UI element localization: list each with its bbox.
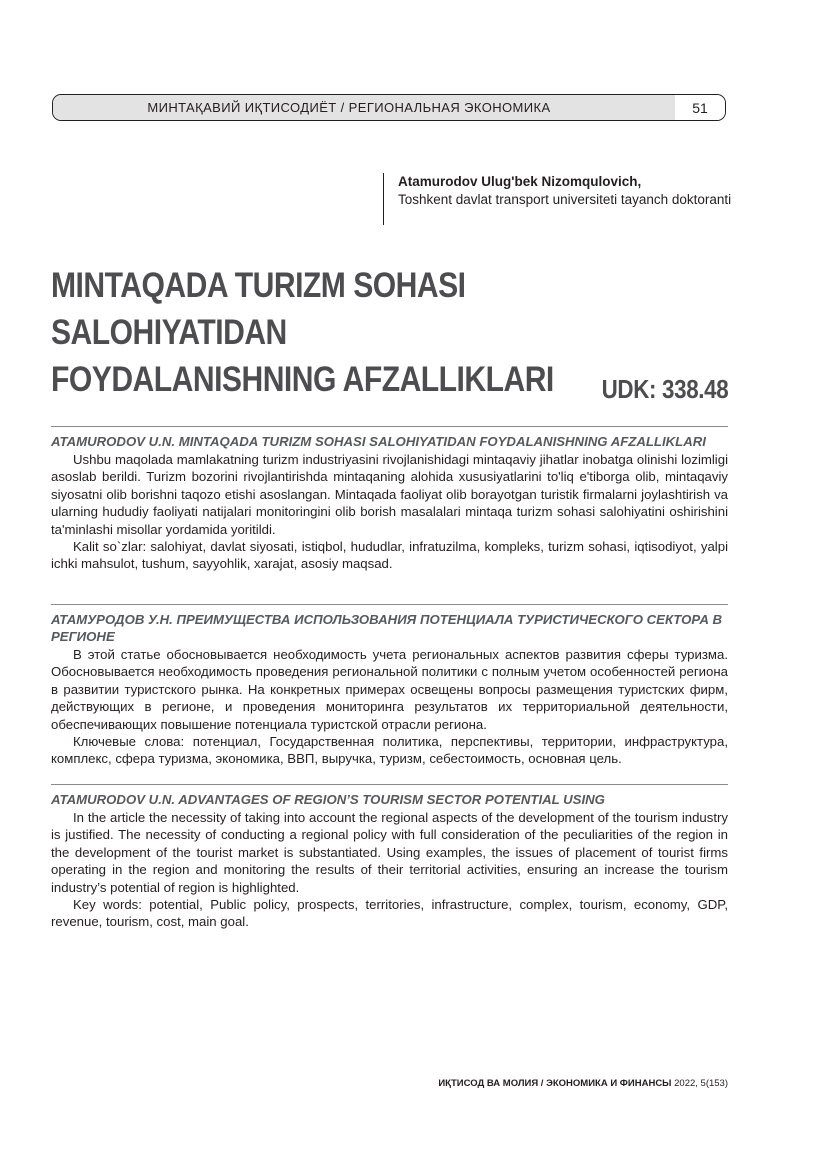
abstract-text: In the article the necessity of taking into account the regional aspects of the development of the tourism industry is justified. The necessity of conducting a regional policy with full consideration of the peculiarities of the region in the development of the tourist market is substantiated. Using examples, the issues of placement of tourist firms operating in the region and monitoring the results of their territorial activities, ensuring an increase the tourism industry’s potential of region is highlighted. [51,810,728,895]
footer-issue: 2022, 5(153) [674,1078,728,1089]
author-block [383,173,743,225]
author-affiliation: Toshkent davlat transport universiteti tayanch doktoranti [398,192,732,207]
abstract-title: ATAMURODOV U.N. MINTAQADA TURIZM SOHASI SALOHIYATIDAN FOYDALANISHNING AFZALLIKLARI [51,434,706,449]
article-title-line-1: MINTAQADA TURIZM SOHASI SALOHIYATIDAN [51,266,466,352]
abstract-keywords: Kalit so`zlar: salohiyat, davlat siyosati, istiqbol, hududlar, infratuzilma, kompleks, turizm sohasi, iqtisodiyot, yalpi ichki mahsulot, tushum, sayyohlik, xarajat, asosiy maqsad. [51,539,728,572]
abstract-keywords: Key words: potential, Public policy, prospects, territories, infrastructure, complex, tourism, economy, GDP, revenue, tourism, cost, main goal. [51,897,728,930]
footer-journal-name: ИҚТИСОД ВА МОЛИЯ / ЭКОНОМИКА И ФИНАНСЫ [438,1078,672,1089]
running-header-title: МИНТАҚАВИЙ ИҚТИСОДИЁТ / РЕГИОНАЛЬНАЯ ЭКОНОМИКА [53,95,675,120]
udk-code: UDK: 338.48 [601,374,728,404]
abstract-uzbek [51,426,728,573]
abstract-title: АТАМУРОДОВ У.Н. ПРЕИМУЩЕСТВА ИСПОЛЬЗОВАНИЯ ПОТЕНЦИАЛА ТУРИСТИЧЕСКОГО СЕКТОРА В РЕГИОНЕ [51,612,723,644]
article-title-line-2: FOYDALANISHNING AFZALLIKLARI [51,360,554,399]
abstract-text: Ushbu maqolada mamlakatning turizm industriyasini rivojlanishidagi mintaqaviy jihatlar inobatga olinishi lozimligi asoslab berildi. Turizm bozorini rivojlantirishda mintaqaning alohida xususiyatlarini to'liq e'tiborga olib, mintaqaviy siyosatni olib borishni taqozo etishi asoslangan. Mintaqada faoliyat olib borayotgan turistik firmalarni joylashtirish va ularning hududiy faoliyati natijalari monitoringini olib borish masalalari mintaqa turizm sohasi salohiyatini oshirishini ta'minlashi misollar yordamida yoritildi. [51,452,728,537]
abstract-english [51,784,728,931]
abstract-keywords: Ключевые слова: потенциал, Государственная политика, перспективы, территории, инфраструктура, комплекс, сфера туризма, экономика, ВВП, выручка, туризм, себестоимость, основная цель. [51,734,728,767]
abstract-russian [51,604,728,768]
author-name: Atamurodov Ulug'bek Nizomqulovich, [398,174,642,189]
page-number: 51 [675,95,725,120]
page-footer [438,1078,728,1089]
running-header [52,94,726,121]
abstract-title: ATAMURODOV U.N. ADVANTAGES OF REGION’S TOURISM SECTOR POTENTIAL USING [51,792,605,807]
article-title [51,262,653,403]
abstract-text: В этой статье обосновывается необходимость учета региональных аспектов развития сферы туризма. Обосновывается необходимость проведения региональной политики с полным учетом особенностей региона в развитии туристского рынка. На конкретных примерах освещены вопросы размещения туристских фирм, действующих в регионе, и проведения мониторинга результатов их территориальной деятельности, обеспечивающих повышение потенциала туристской отрасли региона. [51,647,728,732]
